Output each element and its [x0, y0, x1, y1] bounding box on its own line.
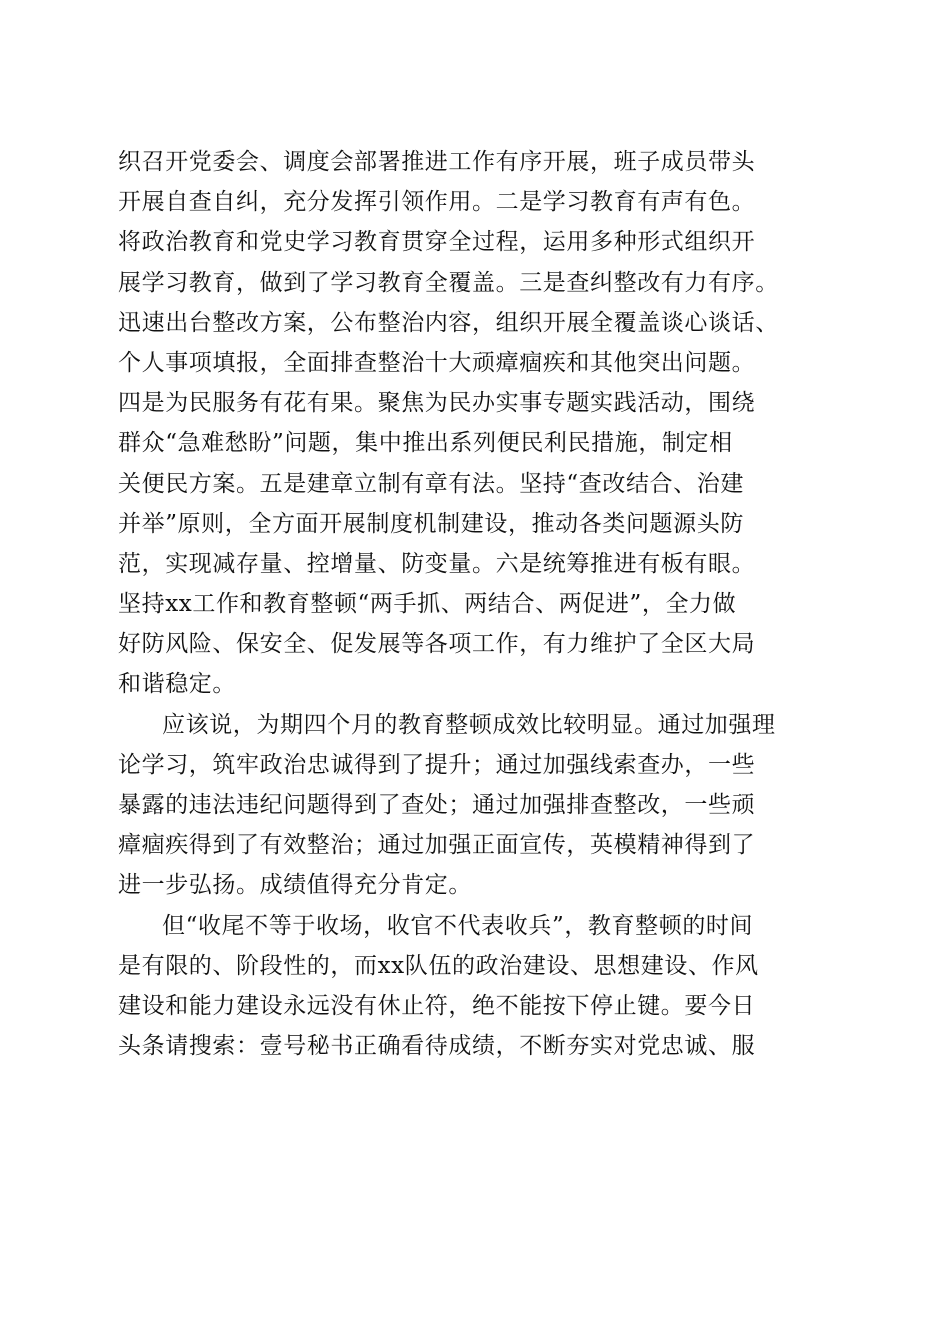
text-line: 坚持xx工作和教育整顿“两手抓、两结合、两促进”，全力做 — [118, 591, 737, 618]
text-line: 四是为民服务有花有果。聚焦为民办实事专题实践活动，围绕 — [118, 390, 756, 417]
text-line: 关便民方案。五是建章立制有章有法。坚持“查改结合、治建 — [118, 470, 744, 497]
text-line: 建设和能力建设永远没有休止符，绝不能按下停止键。要今日 — [118, 992, 756, 1019]
text-line: 个人事项填报，全面排查整治十大顽瘴痼疾和其他突出问题。 — [118, 349, 756, 376]
paragraph-start-line: 应该说，为期四个月的教育整顿成效比较明显。通过加强理 — [162, 711, 776, 738]
text-line: 进一步弘扬。成绩值得充分肯定。 — [118, 872, 472, 899]
text-line: 范，实现减存量、控增量、防变量。六是统筹推进有板有眼。 — [118, 550, 756, 577]
text-line: 并举”原则，全方面开展制度机制建设，推动各类问题源头防 — [118, 510, 744, 537]
text-line: 迅速出台整改方案，公布整治内容，组织开展全覆盖谈心谈话、 — [118, 309, 779, 336]
document-body — [118, 142, 830, 1066]
text-line: 好防风险、保安全、促发展等各项工作，有力维护了全区大局 — [118, 631, 756, 658]
text-line: 开展自查自纠，充分发挥引领作用。二是学习教育有声有色。 — [118, 189, 756, 216]
text-line: 是有限的、阶段性的，而xx队伍的政治建设、思想建设、作风 — [118, 952, 759, 979]
text-line: 将政治教育和党史学习教育贯穿全过程，运用多种形式组织开 — [118, 229, 756, 256]
text-line: 暴露的违法违纪问题得到了查处；通过加强排查整改，一些顽 — [118, 792, 756, 818]
text-line: 群众“急难愁盼”问题，集中推出系列便民利民措施，制定相 — [118, 430, 733, 457]
text-line: 织召开党委会、调度会部署推进工作有序开展，班子成员带头 — [118, 149, 756, 175]
text-line: 瘴痼疾得到了有效整治；通过加强正面宣传，英模精神得到了 — [118, 832, 756, 859]
text-line: 展学习教育，做到了学习教育全覆盖。三是查纠整改有力有序。 — [118, 269, 779, 296]
text-line: 头条请搜索：壹号秘书正确看待成绩，不断夯实对党忠诚、服 — [118, 1033, 756, 1060]
text-line: 论学习，筑牢政治忠诚得到了提升；通过加强线索查办，一些 — [118, 751, 756, 778]
text-line: 和谐稳定。 — [118, 671, 236, 698]
paragraph-start-line: 但“收尾不等于收场，收官不代表收兵”，教育整顿的时间 — [162, 912, 754, 939]
